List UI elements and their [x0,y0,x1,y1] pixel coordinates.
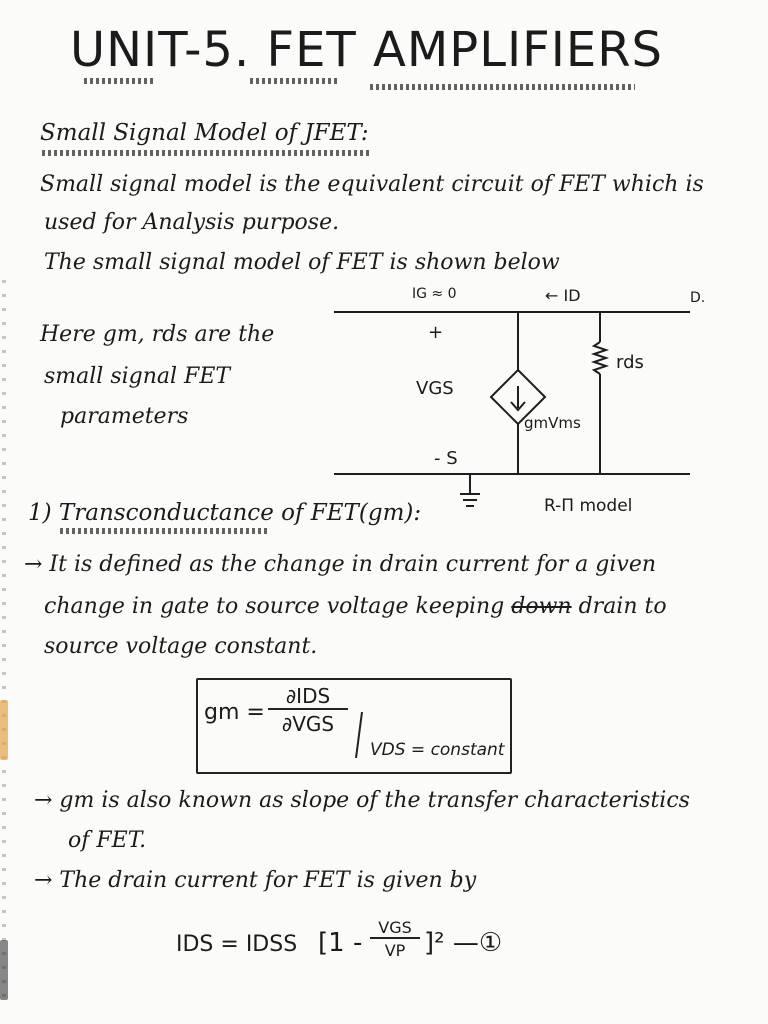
text-line: → gm is also known as slope of the transfer characteristics [34,788,690,813]
equation-numerator: VGS [370,918,420,939]
formula-condition: VDS = constant [370,740,505,760]
page-title: UNIT-5. FET AMPLIFIERS [70,22,664,78]
plus-label: + [428,322,444,343]
equation-fraction [370,918,420,960]
formula-numerator: ∂IDS [268,684,348,710]
equation-lhs: IDS = IDSS [176,932,298,957]
text-line: change in gate to source voltage keeping down drain to [44,594,667,619]
drain-label: D. [690,290,706,306]
text-line: The small signal model of FET is shown below [44,250,560,275]
formula-denominator: ∂VGS [281,712,335,736]
section-heading: Small Signal Model of JFET: [40,120,369,146]
side-note-line: small signal FET [44,364,231,389]
source-terminal-label: - S [434,448,458,469]
equation-denominator: VP [384,941,406,960]
vgs-label: VGS [416,378,454,399]
equation-bracket: [1 - [318,928,363,958]
current-source-label: gmVms [524,414,581,432]
model-label: R-Π model [544,496,633,516]
text-line: used for Analysis purpose. [44,210,340,235]
text-line: source voltage constant. [44,634,318,659]
rds-label: rds [616,352,644,373]
text-line: → The drain current for FET is given by [34,868,477,893]
section-heading: 1) Transconductance of FET(gm): [28,500,422,526]
text-line: → It is defined as the change in drain current for a given [24,552,657,577]
side-note-line: parameters [60,404,189,429]
ig-label: IG ≈ 0 [412,286,457,302]
side-note-line: Here gm, rds are the [40,322,275,347]
equation-tail: ]² —① [424,928,503,958]
text-line: of FET. [68,828,147,853]
text-line: Small signal model is the equivalent circuit of FET which is [40,172,704,197]
formula-lhs: gm = [204,700,265,725]
id-label: ← ID [545,286,581,305]
